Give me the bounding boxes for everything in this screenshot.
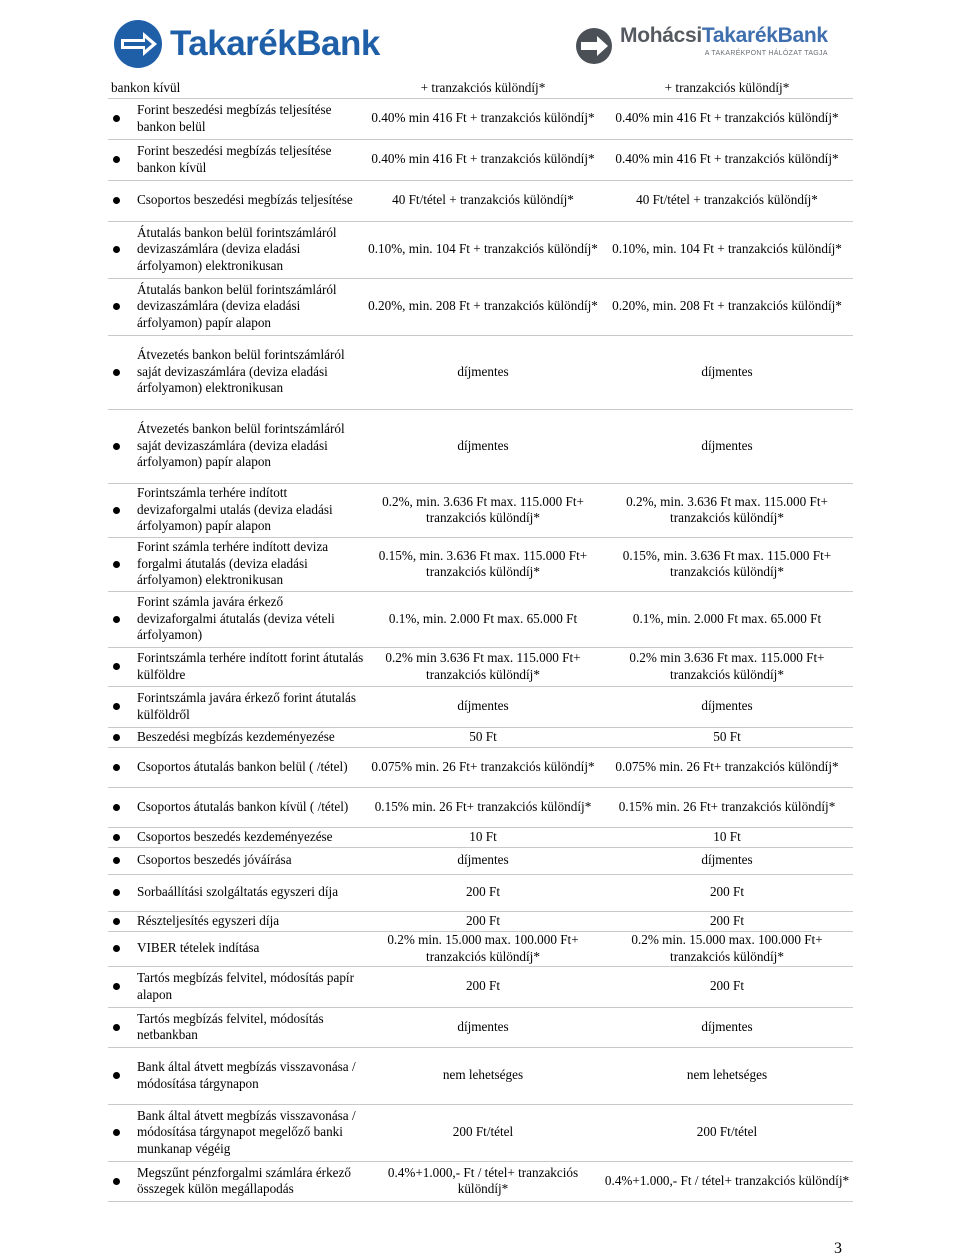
- bullet-icon: [113, 663, 120, 670]
- fee-mohacsi: 0.4%+1.000,- Ft / tétel+ tranzakciós különdíj*: [601, 1161, 853, 1201]
- table-row: [108, 686, 853, 727]
- fee-mohacsi: 0.10%, min. 104 Ft + tranzakciós különdíj*: [601, 221, 853, 278]
- bullet-icon: [113, 1178, 120, 1185]
- fee-takarekbank: díjmentes: [365, 847, 601, 874]
- service-name-cell: [108, 98, 365, 139]
- bullet-icon: [113, 889, 120, 896]
- fee-mohacsi: 200 Ft: [601, 874, 853, 911]
- fee-mohacsi: 40 Ft/tétel + tranzakciós különdíj*: [601, 180, 853, 221]
- service-name: Átvezetés bankon belül forintszámláról saját devizaszámlára (deviza eladási árfolyamon) elektronikusan: [137, 347, 345, 396]
- fee-table: [108, 78, 853, 1202]
- service-name-cell: [108, 747, 365, 787]
- page-header: [0, 0, 960, 78]
- service-name-cell: [108, 966, 365, 1007]
- bullet-icon: [113, 983, 120, 990]
- table-row: [108, 1161, 853, 1201]
- service-name-cell: [108, 1104, 365, 1161]
- service-name: bankon kívül: [111, 79, 181, 95]
- service-name: Csoportos beszedés jóváírása: [137, 852, 292, 868]
- service-name: Csoportos beszedés kezdeményezése: [137, 828, 333, 844]
- service-name-cell: [108, 409, 365, 483]
- table-row: [108, 1047, 853, 1104]
- table-row: [108, 180, 853, 221]
- service-name: Átvezetés bankon belül forintszámláról saját devizaszámlára (deviza eladási árfolyamon) papír alapon: [137, 421, 345, 470]
- fee-takarekbank: 0.10%, min. 104 Ft + tranzakciós különdíj*: [365, 221, 601, 278]
- mohacsi-logo-tagline: A TAKARÉKPONT HÁLÓZAT TAGJA: [704, 50, 828, 57]
- fee-takarekbank: 40 Ft/tétel + tranzakciós különdíj*: [365, 180, 601, 221]
- mohacsi-logo-text: [620, 24, 828, 48]
- bullet-icon: [113, 804, 120, 811]
- table-row: [108, 931, 853, 966]
- fee-takarekbank: 0.40% min 416 Ft + tranzakciós különdíj*: [365, 139, 601, 180]
- bullet-icon: [113, 834, 120, 841]
- mohacsi-logo-text-part1: Mohácsi: [620, 24, 702, 47]
- takarekbank-arrow-logo-icon: [112, 18, 164, 70]
- fee-takarekbank: 50 Ft: [365, 727, 601, 747]
- bullet-icon: [113, 945, 120, 952]
- fee-takarekbank: 0.2%, min. 3.636 Ft max. 115.000 Ft+ tranzakciós különdíj*: [365, 483, 601, 537]
- table-row: [108, 966, 853, 1007]
- fee-mohacsi: díjmentes: [601, 409, 853, 483]
- fee-mohacsi: 0.2% min 3.636 Ft max. 115.000 Ft+ tranzakciós különdíj*: [601, 647, 853, 686]
- fee-takarekbank: 0.2% min. 15.000 max. 100.000 Ft+ tranzakciós különdíj*: [365, 931, 601, 966]
- fee-takarekbank: 200 Ft: [365, 966, 601, 1007]
- fee-mohacsi: 0.20%, min. 208 Ft + tranzakciós különdíj*: [601, 278, 853, 335]
- service-name: Bank által átvett megbízás visszavonása / módosítása tárgynapon: [137, 1059, 356, 1091]
- fee-mohacsi: 0.40% min 416 Ft + tranzakciós különdíj*: [601, 139, 853, 180]
- service-name: Részteljesítés egyszeri díja: [137, 912, 280, 928]
- service-name: Forintszámla javára érkező forint átutalás külföldről: [137, 690, 356, 722]
- fee-takarekbank: 0.20%, min. 208 Ft + tranzakciós különdíj*: [365, 278, 601, 335]
- service-name: Forintszámla terhére indított forint átutalás külföldre: [137, 650, 364, 682]
- service-name-cell: [108, 483, 365, 537]
- fee-mohacsi: díjmentes: [601, 847, 853, 874]
- service-name: Csoportos átutalás bankon belül ( /tétel): [137, 758, 348, 774]
- service-name: Forint beszedési megbízás teljesítése bankon belül: [137, 102, 332, 134]
- mohacsi-arrow-logo-icon: [574, 26, 614, 66]
- bullet-icon: [113, 115, 120, 122]
- fee-takarekbank: 200 Ft/tétel: [365, 1104, 601, 1161]
- fee-mohacsi: díjmentes: [601, 686, 853, 727]
- table-row: [108, 278, 853, 335]
- fee-mohacsi: 0.40% min 416 Ft + tranzakciós különdíj*: [601, 98, 853, 139]
- table-row: [108, 827, 853, 847]
- service-name-cell: [108, 1007, 365, 1047]
- fee-mohacsi: 200 Ft: [601, 966, 853, 1007]
- service-name-cell: [108, 335, 365, 409]
- fee-takarekbank: nem lehetséges: [365, 1047, 601, 1104]
- fee-mohacsi: 0.1%, min. 2.000 Ft max. 65.000 Ft: [601, 591, 853, 647]
- table-row: [108, 647, 853, 686]
- fee-mohacsi: + tranzakciós különdíj*: [601, 78, 853, 98]
- bullet-icon: [113, 246, 120, 253]
- fee-mohacsi: 200 Ft: [601, 911, 853, 931]
- page-number: 3: [834, 1240, 842, 1257]
- service-name: Sorbaállítási szolgáltatás egyszeri díja: [137, 884, 339, 900]
- fee-mohacsi: 10 Ft: [601, 827, 853, 847]
- service-name: VIBER tételek indítása: [137, 940, 260, 956]
- table-row: [108, 1104, 853, 1161]
- service-name: Tartós megbízás felvitel, módosítás netbankban: [137, 1010, 324, 1042]
- service-name: Tartós megbízás felvitel, módosítás papír alapon: [137, 970, 354, 1002]
- bullet-icon: [113, 703, 120, 710]
- fee-mohacsi: díjmentes: [601, 1007, 853, 1047]
- table-row: [108, 139, 853, 180]
- bullet-icon: [113, 1024, 120, 1031]
- table-row: [108, 1007, 853, 1047]
- service-name: Beszedési megbízás kezdeményezése: [137, 728, 335, 744]
- service-name: Bank által átvett megbízás visszavonása / módosítása tárgynapot megelőző banki munkanap végéig: [137, 1107, 356, 1156]
- fee-takarekbank: díjmentes: [365, 335, 601, 409]
- fee-takarekbank: 0.15% min. 26 Ft+ tranzakciós különdíj*: [365, 787, 601, 827]
- bullet-icon: [113, 369, 120, 376]
- fee-takarekbank: 0.075% min. 26 Ft+ tranzakciós különdíj*: [365, 747, 601, 787]
- table-row: [108, 874, 853, 911]
- bullet-icon: [113, 197, 120, 204]
- bullet-icon: [113, 857, 120, 864]
- service-name-cell: [108, 787, 365, 827]
- fee-mohacsi: díjmentes: [601, 335, 853, 409]
- table-row: [108, 747, 853, 787]
- table-row: [108, 847, 853, 874]
- service-name-cell: [108, 686, 365, 727]
- fee-takarekbank: díjmentes: [365, 686, 601, 727]
- table-row: [108, 335, 853, 409]
- service-name-cell: [108, 827, 365, 847]
- fee-takarekbank: 10 Ft: [365, 827, 601, 847]
- service-name-cell: [108, 931, 365, 966]
- service-name-cell: [108, 180, 365, 221]
- service-name-cell: [108, 847, 365, 874]
- service-name-cell: [108, 874, 365, 911]
- bullet-icon: [113, 734, 120, 741]
- fee-takarekbank: 0.15%, min. 3.636 Ft max. 115.000 Ft+ tranzakciós különdíj*: [365, 537, 601, 591]
- fee-takarekbank: 0.2% min 3.636 Ft max. 115.000 Ft+ tranzakciós különdíj*: [365, 647, 601, 686]
- fee-mohacsi: 0.2% min. 15.000 max. 100.000 Ft+ tranzakciós különdíj*: [601, 931, 853, 966]
- table-row: [108, 537, 853, 591]
- table-row: [108, 221, 853, 278]
- mohacsi-takarekbank-logo: [574, 24, 828, 66]
- fee-mohacsi: 200 Ft/tétel: [601, 1104, 853, 1161]
- fee-takarekbank: díjmentes: [365, 1007, 601, 1047]
- service-name-cell: [108, 727, 365, 747]
- service-name: Átutalás bankon belül forintszámláról devizaszámlára (deviza eladási árfolyamon) papír alapon: [137, 281, 337, 330]
- fee-takarekbank: + tranzakciós különdíj*: [365, 78, 601, 98]
- service-name-cell: [108, 221, 365, 278]
- service-name: Forint beszedési megbízás teljesítése bankon kívül: [137, 143, 332, 175]
- fee-takarekbank: 0.4%+1.000,- Ft / tétel+ tranzakciós különdíj*: [365, 1161, 601, 1201]
- service-name-cell: [108, 911, 365, 931]
- bullet-icon: [113, 507, 120, 514]
- takarekbank-logo-text: TakarékBank: [170, 24, 380, 63]
- fee-takarekbank: 0.1%, min. 2.000 Ft max. 65.000 Ft: [365, 591, 601, 647]
- fee-mohacsi: 0.15%, min. 3.636 Ft max. 115.000 Ft+ tranzakciós különdíj*: [601, 537, 853, 591]
- bullet-icon: [113, 443, 120, 450]
- takarekbank-logo: [112, 18, 380, 70]
- service-name: Csoportos átutalás bankon kívül ( /tétel): [137, 798, 349, 814]
- service-name: Csoportos beszedési megbízás teljesítése: [137, 192, 353, 208]
- bullet-icon: [113, 616, 120, 623]
- service-name-cell: [108, 537, 365, 591]
- bullet-icon: [113, 303, 120, 310]
- fee-takarekbank: díjmentes: [365, 409, 601, 483]
- service-name: Forint számla javára érkező devizaforgalmi átutalás (deviza vételi árfolyamon): [137, 594, 335, 643]
- bullet-icon: [113, 1072, 120, 1079]
- service-name: Megszűnt pénzforgalmi számlára érkező összegek külön megállapodás: [137, 1164, 351, 1196]
- table-row: [108, 98, 853, 139]
- service-name: Átutalás bankon belül forintszámláról devizaszámlára (deviza eladási árfolyamon) elektronikusan: [137, 224, 337, 273]
- table-row: [108, 911, 853, 931]
- bullet-icon: [113, 561, 120, 568]
- fee-mohacsi: 0.075% min. 26 Ft+ tranzakciós különdíj*: [601, 747, 853, 787]
- bullet-icon: [113, 1129, 120, 1136]
- service-name-cell: [108, 139, 365, 180]
- table-row: [108, 591, 853, 647]
- fee-mohacsi: 0.2%, min. 3.636 Ft max. 115.000 Ft+ tranzakciós különdíj*: [601, 483, 853, 537]
- service-name-cell: [108, 647, 365, 686]
- fee-mohacsi: nem lehetséges: [601, 1047, 853, 1104]
- mohacsi-logo-text-part2: TakarékBank: [701, 24, 828, 47]
- service-name-cell: [108, 1047, 365, 1104]
- bullet-icon: [113, 156, 120, 163]
- service-name: Forint számla terhére indított deviza forgalmi átutalás (deviza eladási árfolyamon) elektronikusan: [137, 539, 329, 588]
- service-name-cell: [108, 278, 365, 335]
- fee-mohacsi: 50 Ft: [601, 727, 853, 747]
- service-name-cell: [108, 78, 365, 98]
- service-name-cell: [108, 1161, 365, 1201]
- service-name: Forintszámla terhére indított devizaforgalmi utalás (deviza eladási árfolyamon) papír alapon: [137, 485, 333, 534]
- table-row: [108, 409, 853, 483]
- table-row: [108, 483, 853, 537]
- fee-takarekbank: 0.40% min 416 Ft + tranzakciós különdíj*: [365, 98, 601, 139]
- table-row: [108, 727, 853, 747]
- table-row: [108, 78, 853, 98]
- bullet-icon: [113, 764, 120, 771]
- service-name-cell: [108, 591, 365, 647]
- bullet-icon: [113, 918, 120, 925]
- fee-takarekbank: 200 Ft: [365, 874, 601, 911]
- fee-takarekbank: 200 Ft: [365, 911, 601, 931]
- table-row: [108, 787, 853, 827]
- fee-mohacsi: 0.15% min. 26 Ft+ tranzakciós különdíj*: [601, 787, 853, 827]
